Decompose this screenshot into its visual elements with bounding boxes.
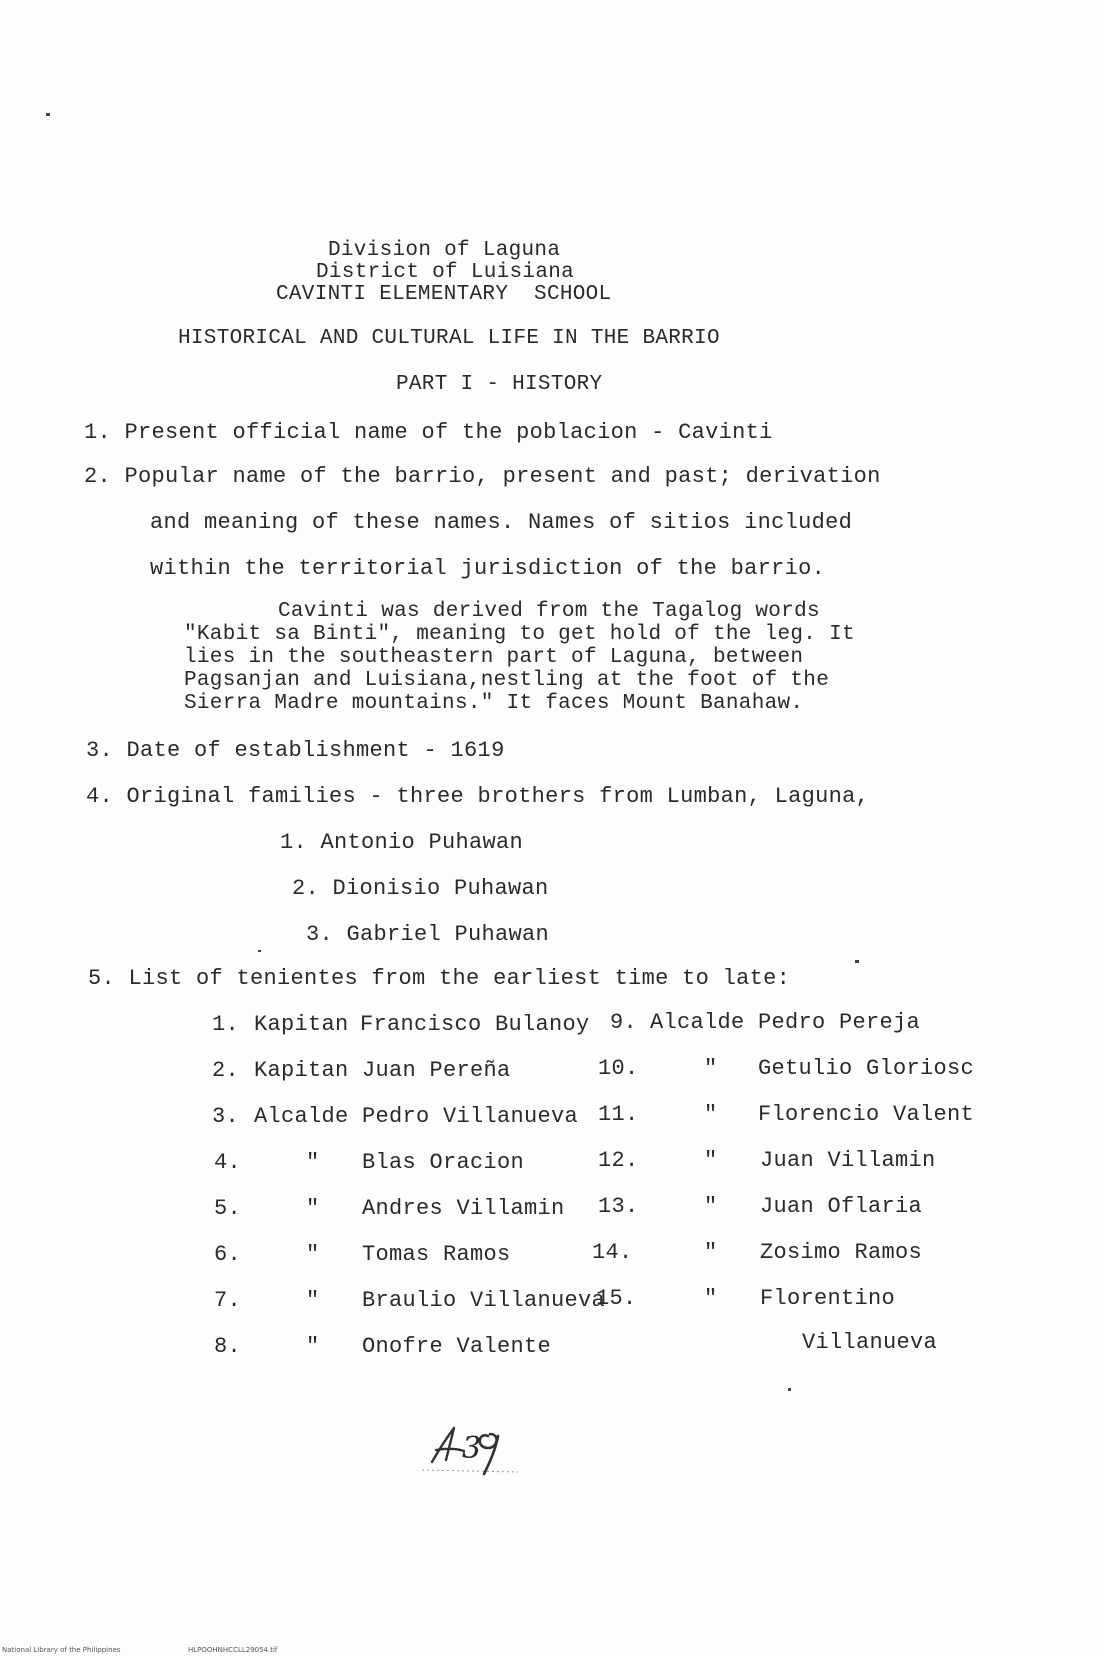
family-entry: 2. Dionisio Puhawan bbox=[292, 876, 549, 901]
item-2-line-2: and meaning of these names. Names of sitios included bbox=[150, 510, 853, 535]
teniente-title: Kapitan bbox=[254, 1012, 349, 1037]
teniente-title: " bbox=[704, 1148, 718, 1173]
item-4: 4. Original families - three brothers from Lumban, Laguna, bbox=[86, 784, 870, 809]
item-2-line-1: 2. Popular name of the barrio, present and past; derivation bbox=[84, 464, 881, 489]
teniente-title: " bbox=[306, 1334, 320, 1359]
teniente-title: " bbox=[704, 1056, 718, 1081]
teniente-name: Onofre Valente bbox=[362, 1334, 552, 1359]
teniente-name: Florentino bbox=[760, 1286, 896, 1311]
teniente-name: Zosimo Ramos bbox=[760, 1240, 923, 1265]
derivation-line: "Kabit sa Binti", meaning to get hold of the leg. It bbox=[184, 623, 855, 646]
page-mark-drawing bbox=[418, 1418, 528, 1482]
item-1: 1. Present official name of the poblacion - Cavinti bbox=[84, 420, 773, 445]
scan-speck bbox=[855, 960, 859, 963]
scan-speck bbox=[258, 950, 261, 952]
teniente-name: Tomas Ramos bbox=[362, 1242, 511, 1267]
teniente-title: " bbox=[704, 1194, 718, 1219]
footer-library: National Library of the Philippines bbox=[2, 1646, 121, 1654]
teniente-title: " bbox=[306, 1196, 320, 1221]
scan-speck bbox=[788, 1388, 791, 1391]
teniente-title: " bbox=[704, 1102, 718, 1127]
document-title: HISTORICAL AND CULTURAL LIFE IN THE BARRIO bbox=[178, 327, 720, 350]
item-5: 5. List of tenientes from the earliest time to late: bbox=[88, 966, 791, 991]
item-2-line-3: within the territorial jurisdiction of the barrio. bbox=[150, 556, 826, 581]
teniente-number: 1. bbox=[212, 1012, 240, 1037]
svg-text:3: 3 bbox=[462, 1431, 482, 1466]
handwritten-page-number bbox=[418, 1418, 528, 1482]
teniente-number: 6. bbox=[214, 1242, 242, 1267]
family-entry: 1. Antonio Puhawan bbox=[280, 830, 524, 855]
teniente-number: 9. bbox=[610, 1010, 638, 1035]
teniente-title: Alcalde bbox=[254, 1104, 349, 1129]
teniente-name: Juan Pereña bbox=[362, 1058, 511, 1083]
teniente-number: 12. bbox=[598, 1148, 639, 1173]
derivation-line: Pagsanjan and Luisiana,nestling at the foot of the bbox=[184, 669, 830, 692]
derivation-line: lies in the southeastern part of Laguna, between bbox=[184, 646, 804, 669]
teniente-name: Francisco Bulanoy bbox=[360, 1012, 590, 1037]
teniente-name: Juan Villamin bbox=[760, 1148, 936, 1173]
teniente-name: Pedro Pereja bbox=[758, 1010, 921, 1035]
teniente-name: Andres Villamin bbox=[362, 1196, 565, 1221]
teniente-number: 4. bbox=[214, 1150, 242, 1175]
name-continuation: Villanueva bbox=[802, 1330, 938, 1355]
teniente-number: 8. bbox=[214, 1334, 242, 1359]
teniente-title: " bbox=[704, 1286, 718, 1311]
teniente-name: Getulio Gloriosc bbox=[758, 1056, 975, 1081]
teniente-number: 5. bbox=[214, 1196, 242, 1221]
teniente-name: Braulio Villanueva bbox=[362, 1288, 606, 1313]
teniente-title: " bbox=[306, 1288, 320, 1313]
derivation-line: Sierra Madre mountains." It faces Mount Banahaw. bbox=[184, 692, 804, 715]
teniente-name: Pedro Villanueva bbox=[362, 1104, 579, 1129]
teniente-name: Juan Oflaria bbox=[760, 1194, 923, 1219]
teniente-number: 13. bbox=[598, 1194, 639, 1219]
teniente-title: Alcalde bbox=[650, 1010, 745, 1035]
school-heading: CAVINTI ELEMENTARY SCHOOL bbox=[276, 283, 612, 306]
family-entry: 3. Gabriel Puhawan bbox=[306, 922, 550, 947]
derivation-line: Cavinti was derived from the Tagalog words bbox=[278, 600, 820, 623]
teniente-number: 7. bbox=[214, 1288, 242, 1313]
footer-file: HLPOOHNHCCLL29054.tif bbox=[188, 1646, 278, 1654]
part-heading: PART I - HISTORY bbox=[396, 373, 603, 396]
teniente-number: 2. bbox=[212, 1058, 240, 1083]
division-heading: Division of Laguna bbox=[328, 239, 561, 262]
teniente-number: 3. bbox=[212, 1104, 240, 1129]
teniente-number: 14. bbox=[592, 1240, 633, 1265]
district-heading: District of Luisiana bbox=[316, 261, 575, 284]
teniente-name: Blas Oracion bbox=[362, 1150, 525, 1175]
teniente-title: " bbox=[704, 1240, 718, 1265]
teniente-number: 10. bbox=[598, 1056, 639, 1081]
teniente-title: " bbox=[306, 1242, 320, 1267]
teniente-number: 11. bbox=[598, 1102, 639, 1127]
teniente-name: Florencio Valent bbox=[758, 1102, 975, 1127]
item-3: 3. Date of establishment - 1619 bbox=[86, 738, 505, 763]
scan-speck bbox=[46, 113, 50, 116]
teniente-number: 15. bbox=[596, 1286, 637, 1311]
teniente-title: Kapitan bbox=[254, 1058, 349, 1083]
teniente-title: " bbox=[306, 1150, 320, 1175]
